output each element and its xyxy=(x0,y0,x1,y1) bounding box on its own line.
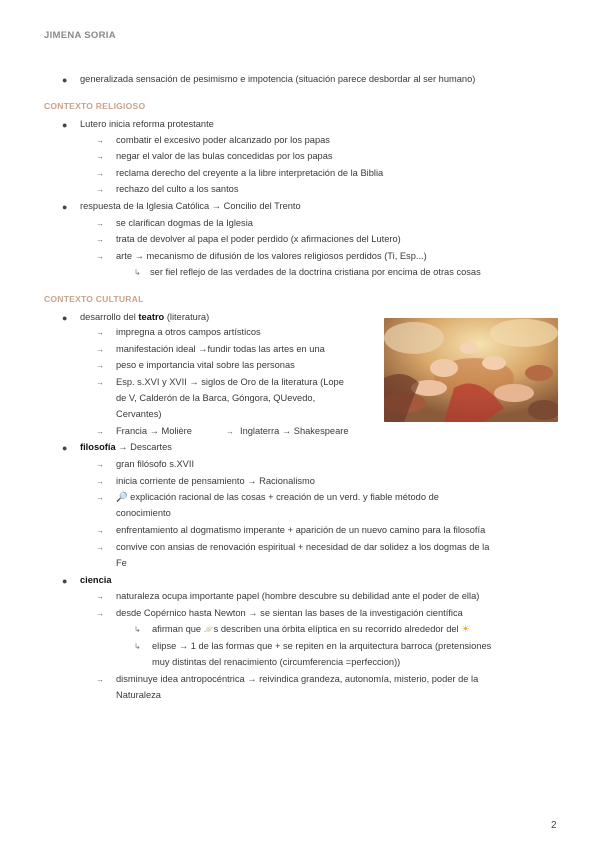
bullet: ● xyxy=(62,75,68,85)
text-line-filosofia xyxy=(80,441,172,454)
text-line: de V, Calderón de la Barca, Góngora, QUevedo, xyxy=(116,393,316,403)
text-line: Cervantes) xyxy=(116,409,162,419)
text-line: ser fiel reflejo de las verdades de la doctrina cristiana por encima de otras cosas xyxy=(150,267,481,277)
text-line: arte → mecanismo de difusión de los valores religiosos perdidos (Ti, Esp...) xyxy=(116,251,427,261)
text-line: desde Copérnico hasta Newton → se sientan las bases de la investigación científica xyxy=(116,608,463,618)
arrow-bullet: → xyxy=(96,361,104,370)
arrow-bullet: → xyxy=(96,169,104,178)
arrow-bullet: → xyxy=(96,252,104,261)
baroque-painting-image xyxy=(384,318,558,422)
planet-icon: 🪐 xyxy=(203,625,214,634)
text-part: s describen una órbita elíptica en su recorrido alrededor del xyxy=(213,624,462,634)
sub-bullet: ↳ xyxy=(134,642,141,651)
arrow-bullet: → xyxy=(96,526,104,535)
painting-svg xyxy=(384,318,558,422)
bullet: ● xyxy=(62,313,68,323)
arrow-bullet: → xyxy=(96,592,104,601)
bold-term: ciencia xyxy=(80,575,112,585)
arrow-bullet: → xyxy=(96,427,104,436)
text-line: conocimiento xyxy=(116,508,171,518)
sun-icon: ☀ xyxy=(461,624,470,634)
arrow-bullet: → xyxy=(96,185,104,194)
text-line: inicia corriente de pensamiento → Racionalismo xyxy=(116,476,315,486)
text-line-orbita xyxy=(152,623,470,636)
text-line-ciencia xyxy=(80,574,112,587)
arrow-bullet: → xyxy=(96,675,104,684)
bullet: ● xyxy=(62,576,68,586)
bold-term: teatro xyxy=(138,312,165,322)
text-line: rechazo del culto a los santos xyxy=(116,184,239,194)
text-line: enfrentamiento al dogmatismo imperante + aparición de un nuevo camino para la filosofía xyxy=(116,525,486,535)
arrow-bullet: → xyxy=(96,345,104,354)
text-line: Lutero inicia reforma protestante xyxy=(80,119,214,129)
sub-bullet: ↳ xyxy=(134,625,141,634)
arrow-bullet: → xyxy=(96,235,104,244)
sub-bullet: ↳ xyxy=(134,268,141,277)
arrow-bullet: → xyxy=(96,493,104,502)
text-line-teatro xyxy=(80,311,209,324)
author-name: JIMENA SORIA xyxy=(44,30,116,41)
section-title-cultural: CONTEXTO CULTURAL xyxy=(44,294,144,304)
text-line: generalizada sensación de pesimismo e impotencia (situación parece desbordar al ser humano) xyxy=(80,74,476,84)
text-line: manifestación ideal →fundir todas las artes en una xyxy=(116,344,325,354)
text-line: Naturaleza xyxy=(116,690,161,700)
text-line: se clarifican dogmas de la Iglesia xyxy=(116,218,253,228)
arrow-bullet: → xyxy=(96,152,104,161)
arrow-bullet: → xyxy=(96,477,104,486)
page-number: 2 xyxy=(551,820,557,831)
text-line: trata de devolver al papa el poder perdido (x afirmaciones del Lutero) xyxy=(116,234,401,244)
text-line: Inglaterra → Shakespeare xyxy=(240,426,349,436)
bullet: ● xyxy=(62,202,68,212)
bullet: ● xyxy=(62,443,68,453)
arrow-bullet: → xyxy=(96,460,104,469)
text-part: afirman que xyxy=(152,624,204,634)
text-line: 🔎 explicación racional de las cosas + creación de un verd. y fiable método de xyxy=(116,492,439,502)
arrow-bullet: → xyxy=(96,136,104,145)
text-line: disminuye idea antropocéntrica → reivindica grandeza, autonomía, misterio, poder de la xyxy=(116,674,479,684)
text-part: desarrollo del xyxy=(80,312,139,322)
text-line: Esp. s.XVI y XVII → siglos de Oro de la literatura (Lope xyxy=(116,377,344,387)
arrow-bullet: → xyxy=(96,328,104,337)
text-part: → Descartes xyxy=(115,442,172,452)
text-line: muy distintas del renacimiento (circumferencia =perfeccion)) xyxy=(152,657,401,667)
text-line: reclama derecho del creyente a la libre interpretación de la Biblia xyxy=(116,168,384,178)
arrow-bullet: → xyxy=(96,609,104,618)
text-line: impregna a otros campos artísticos xyxy=(116,327,261,337)
text-line: negar el valor de las bulas concedidas por los papas xyxy=(116,151,333,161)
text-line: combatir el excesivo poder alcanzado por los papas xyxy=(116,135,330,145)
text-line: Fe xyxy=(116,558,127,568)
arrow-bullet: → xyxy=(226,427,234,436)
bullet: ● xyxy=(62,120,68,130)
arrow-bullet: → xyxy=(96,378,104,387)
text-line: elipse → 1 de las formas que + se repiten en la arquitectura barroca (pretensiones xyxy=(152,641,492,651)
text-line: naturaleza ocupa importante papel (hombre descubre su debilidad ante el poder de ella) xyxy=(116,591,480,601)
arrow-bullet: → xyxy=(96,543,104,552)
section-title-religioso: CONTEXTO RELIGIOSO xyxy=(44,101,146,111)
text-part: (literatura) xyxy=(164,312,210,322)
text-line: Francia → Molière xyxy=(116,426,192,436)
text-line: peso e importancia vital sobre las personas xyxy=(116,360,295,370)
text-line: convive con ansias de renovación espiritual + necesidad de dar solidez a los dogmas de la xyxy=(116,542,490,552)
bold-term: filosofía xyxy=(80,442,116,452)
text-line: respuesta de la Iglesia Católica → Concilio del Trento xyxy=(80,201,301,211)
arrow-bullet: → xyxy=(96,219,104,228)
text-line: gran filósofo s.XVII xyxy=(116,459,195,469)
